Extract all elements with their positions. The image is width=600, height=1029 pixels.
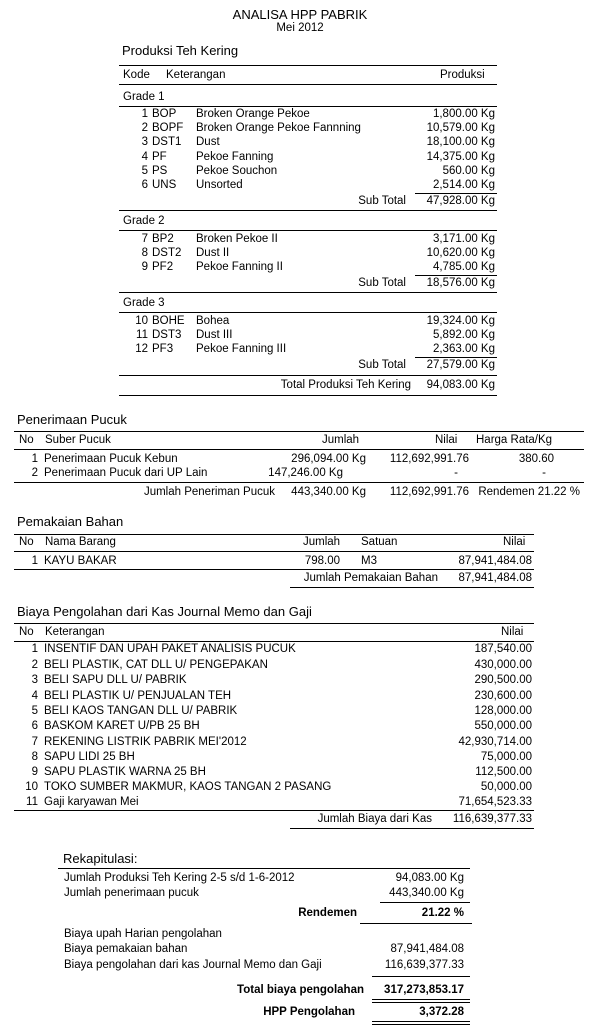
- item-no: 11: [136, 329, 148, 341]
- item-no: 2: [141, 122, 148, 134]
- penerimaan-total-nilai: 112,692,991.76: [389, 486, 469, 498]
- row-harga: -: [542, 467, 546, 479]
- col-header-no: No: [19, 434, 34, 446]
- row-name: Penerimaan Pucuk dari UP Lain: [44, 467, 208, 479]
- divider: [119, 230, 497, 231]
- item-code: PF3: [152, 343, 174, 355]
- item-qty: 10,620.00 Kg: [426, 247, 495, 259]
- row-no: 1: [31, 453, 38, 465]
- divider: [372, 976, 470, 977]
- biaya-total-label: Jumlah Biaya dari Kas: [317, 813, 432, 825]
- item-code: UNS: [152, 179, 177, 191]
- subtotal-label: Sub Total: [358, 277, 406, 289]
- col-header-nilai: Nilai: [435, 434, 458, 446]
- item-name: Unsorted: [196, 179, 243, 191]
- rekap-kas-value: 116,639,377.33: [384, 959, 464, 971]
- item-code: BOPF: [152, 122, 184, 134]
- item-no: 5: [141, 165, 148, 177]
- row-harga: 380.60: [518, 453, 554, 465]
- divider: [119, 375, 497, 376]
- grade-label: Grade 2: [123, 215, 165, 227]
- item-qty: 19,324.00 Kg: [426, 315, 495, 327]
- col-header-nilai: Nilai: [501, 626, 524, 638]
- row-jumlah: 798.00: [304, 555, 340, 567]
- rekap-rendemen-label: Rendemen: [298, 907, 357, 919]
- item-no: 4: [141, 151, 148, 163]
- row-nilai: 430,000.00: [474, 659, 532, 671]
- item-qty: 560.00 Kg: [442, 165, 495, 177]
- item-name: Broken Orange Pekoe Fannning: [196, 122, 361, 134]
- row-desc: BASKOM KARET U/PB 25 BH: [44, 720, 200, 732]
- divider: [119, 395, 497, 396]
- row-nilai: 50,000.00: [480, 781, 532, 793]
- col-header-kode: Kode: [123, 69, 150, 81]
- subtotal-value: 18,576.00 Kg: [426, 277, 495, 289]
- pemakaian-total-value: 87,941,484.08: [458, 572, 532, 584]
- penerimaan-rendemen: Rendemen 21.22 %: [478, 486, 580, 498]
- biaya-total-value: 116,639,377.33: [452, 813, 532, 825]
- row-satuan: M3: [361, 555, 377, 567]
- rekap-upah-label: Biaya upah Harian pengolahan: [64, 928, 222, 940]
- row-desc: SAPU PLASTIK WARNA 25 BH: [44, 766, 206, 778]
- divider: [14, 569, 534, 570]
- rekap-bahan-label: Biaya pemakaian bahan: [64, 943, 188, 955]
- subtotal-label: Sub Total: [358, 195, 406, 207]
- item-code: BP2: [152, 233, 174, 245]
- rekap-total-value: 317,273,853.17: [384, 984, 464, 996]
- row-nilai: 42,930,714.00: [458, 736, 532, 748]
- row-nilai: -: [454, 467, 458, 479]
- row-desc: INSENTIF DAN UPAH PAKET ANALISIS PUCUK: [44, 643, 296, 655]
- row-desc: BELI PLASTIK U/ PENJUALAN TEH: [44, 690, 232, 702]
- divider: [58, 868, 470, 869]
- col-header-no: No: [19, 536, 34, 548]
- col-header-nama: Nama Barang: [45, 536, 116, 548]
- penerimaan-section-title: Penerimaan Pucuk: [17, 412, 127, 427]
- item-code: DST3: [152, 329, 182, 341]
- row-nilai: 550,000.00: [474, 720, 532, 732]
- col-header-no: No: [19, 626, 34, 638]
- row-nilai: 290,500.00: [474, 674, 532, 686]
- divider: [290, 828, 534, 829]
- item-no: 3: [141, 136, 148, 148]
- divider: [415, 275, 497, 276]
- row-desc: SAPU LIDI 25 BH: [44, 751, 135, 763]
- row-no: 7: [31, 736, 38, 748]
- row-no: 2: [31, 659, 38, 671]
- penerimaan-total-label: Jumlah Peneriman Pucuk: [143, 486, 275, 498]
- item-qty: 5,892.00 Kg: [432, 329, 495, 341]
- rekap-produksi-value: 94,083.00 Kg: [395, 872, 464, 884]
- row-name: KAYU BAKAR: [44, 555, 117, 567]
- divider: [14, 482, 584, 483]
- divider: [119, 65, 497, 66]
- row-no: 11: [26, 796, 38, 808]
- item-code: BOHE: [152, 315, 185, 327]
- divider: [290, 587, 534, 588]
- rekap-title: Rekapitulasi:: [63, 851, 138, 866]
- item-name: Broken Pekoe II: [196, 233, 278, 245]
- row-nilai: 187,540.00: [474, 643, 532, 655]
- rekap-kas-label: Biaya pengolahan dari kas Journal Memo dan Gaji: [64, 959, 322, 971]
- item-no: 12: [135, 343, 148, 355]
- divider: [14, 449, 584, 450]
- item-code: DST2: [152, 247, 182, 259]
- divider: [119, 292, 497, 293]
- divider: [14, 810, 534, 811]
- row-nilai: 112,500.00: [475, 766, 532, 778]
- subtotal-value: 47,928.00 Kg: [426, 195, 495, 207]
- item-qty: 18,100.00 Kg: [426, 136, 495, 148]
- subtotal-value: 27,579.00 Kg: [426, 359, 495, 371]
- row-name: Penerimaan Pucuk Kebun: [44, 453, 178, 465]
- report-period: Mei 2012: [276, 22, 324, 34]
- item-no: 8: [141, 247, 148, 259]
- row-nilai: 230,600.00: [474, 690, 532, 702]
- row-desc: REKENING LISTRIK PABRIK MEI'2012: [44, 736, 247, 748]
- report-title: ANALISA HPP PABRIK: [232, 7, 368, 22]
- item-name: Dust II: [196, 247, 230, 259]
- rekap-penerimaan-label: Jumlah penerimaan pucuk: [64, 887, 199, 899]
- row-desc: BELI SAPU DLL U/ PABRIK: [44, 674, 187, 686]
- divider: [415, 357, 497, 358]
- divider: [119, 84, 497, 85]
- item-name: Bohea: [196, 315, 230, 327]
- row-nilai: 112,692,991.76: [389, 453, 469, 465]
- item-no: 9: [141, 261, 148, 273]
- divider: [119, 312, 497, 313]
- rekap-rendemen-value: 21.22 %: [421, 907, 464, 919]
- row-desc: Gaji karyawan Mei: [44, 796, 139, 808]
- col-header-keterangan: Keterangan: [166, 69, 226, 81]
- item-no: 6: [141, 179, 148, 191]
- item-name: Dust III: [196, 329, 233, 341]
- rekap-bahan-value: 87,941,484.08: [390, 943, 464, 955]
- divider: [119, 106, 497, 107]
- col-header-suber: Suber Pucuk: [45, 434, 111, 446]
- item-qty: 1,800.00 Kg: [432, 108, 495, 120]
- item-code: PF2: [152, 261, 174, 273]
- rekap-total-label: Total biaya pengolahan: [237, 984, 364, 996]
- item-qty: 14,375.00 Kg: [426, 151, 495, 163]
- item-name: Pekoe Fanning III: [196, 343, 287, 355]
- divider: [14, 623, 534, 624]
- item-name: Pekoe Souchon: [196, 165, 278, 177]
- item-code: PS: [152, 165, 168, 177]
- divider: [372, 1021, 470, 1025]
- row-no: 10: [25, 781, 38, 793]
- item-name: Pekoe Fanning II: [196, 261, 283, 273]
- divider: [380, 902, 470, 903]
- row-no: 4: [31, 690, 38, 702]
- pemakaian-total-label: Jumlah Pemakaian Bahan: [303, 572, 438, 584]
- item-name: Dust: [196, 136, 220, 148]
- col-header-nilai: Nilai: [503, 536, 526, 548]
- item-code: PF: [152, 151, 167, 163]
- col-header-satuan: Satuan: [361, 536, 398, 548]
- divider: [415, 193, 497, 194]
- item-name: Pekoe Fanning: [196, 151, 274, 163]
- divider: [360, 923, 472, 924]
- total-produksi-label: Total Produksi Teh Kering: [280, 379, 411, 391]
- row-no: 9: [31, 766, 38, 778]
- item-code: DST1: [152, 136, 182, 148]
- col-header-jumlah: Jumlah: [303, 536, 341, 548]
- total-produksi-value: 94,083.00 Kg: [426, 379, 495, 391]
- row-no: 8: [31, 751, 38, 763]
- rekap-penerimaan-value: 443,340.00 Kg: [389, 887, 464, 899]
- pemakaian-section-title: Pemakaian Bahan: [17, 514, 124, 529]
- row-nilai: 75,000.00: [480, 751, 532, 763]
- item-no: 1: [141, 108, 148, 120]
- item-qty: 2,514.00 Kg: [432, 179, 495, 191]
- item-name: Broken Orange Pekoe: [196, 108, 310, 120]
- col-header-keterangan: Keterangan: [45, 626, 105, 638]
- item-qty: 3,171.00 Kg: [432, 233, 495, 245]
- item-no: 7: [141, 233, 148, 245]
- row-no: 5: [31, 705, 38, 717]
- row-jumlah: 147,246.00 Kg: [268, 467, 343, 479]
- grade-label: Grade 3: [123, 297, 165, 309]
- divider: [14, 551, 534, 552]
- divider: [14, 534, 534, 535]
- divider: [14, 431, 584, 432]
- item-qty: 4,785.00 Kg: [432, 261, 495, 273]
- row-no: 1: [31, 555, 38, 567]
- row-no: 3: [31, 674, 38, 686]
- item-no: 10: [135, 315, 148, 327]
- row-nilai: 128,000.00: [474, 705, 532, 717]
- row-no: 6: [31, 720, 38, 732]
- grade-label: Grade 1: [123, 91, 165, 103]
- item-qty: 10,579.00 Kg: [426, 122, 495, 134]
- row-no: 1: [31, 643, 38, 655]
- col-header-harga: Harga Rata/Kg: [476, 434, 553, 446]
- biaya-section-title: Biaya Pengolahan dari Kas Journal Memo dan Gaji: [17, 604, 312, 619]
- row-desc: BELI KAOS TANGAN DLL U/ PABRIK: [44, 705, 238, 717]
- penerimaan-total-jumlah: 443,340.00 Kg: [291, 486, 366, 498]
- row-nilai: 71,654,523.33: [458, 796, 532, 808]
- rekap-hpp-label: HPP Pengolahan: [263, 1006, 355, 1018]
- col-header-jumlah: Jumlah: [322, 434, 360, 446]
- divider: [372, 999, 470, 1003]
- row-jumlah: 296,094.00 Kg: [291, 453, 366, 465]
- item-code: BOP: [152, 108, 177, 120]
- divider: [119, 210, 497, 211]
- item-qty: 2,363.00 Kg: [432, 343, 495, 355]
- produksi-section-title: Produksi Teh Kering: [122, 43, 239, 58]
- row-nilai: 87,941,484.08: [458, 555, 532, 567]
- col-header-produksi: Produksi: [440, 69, 485, 81]
- row-no: 2: [31, 467, 38, 479]
- rekap-produksi-label: Jumlah Produksi Teh Kering 2-5 s/d 1-6-2012: [64, 872, 295, 884]
- row-desc: TOKO SUMBER MAKMUR, KAOS TANGAN 2 PASANG: [44, 781, 332, 793]
- row-desc: BELI PLASTIK, CAT DLL U/ PENGEPAKAN: [44, 659, 268, 671]
- divider: [14, 641, 534, 642]
- rekap-hpp-value: 3,372.28: [419, 1006, 464, 1018]
- subtotal-label: Sub Total: [358, 359, 406, 371]
